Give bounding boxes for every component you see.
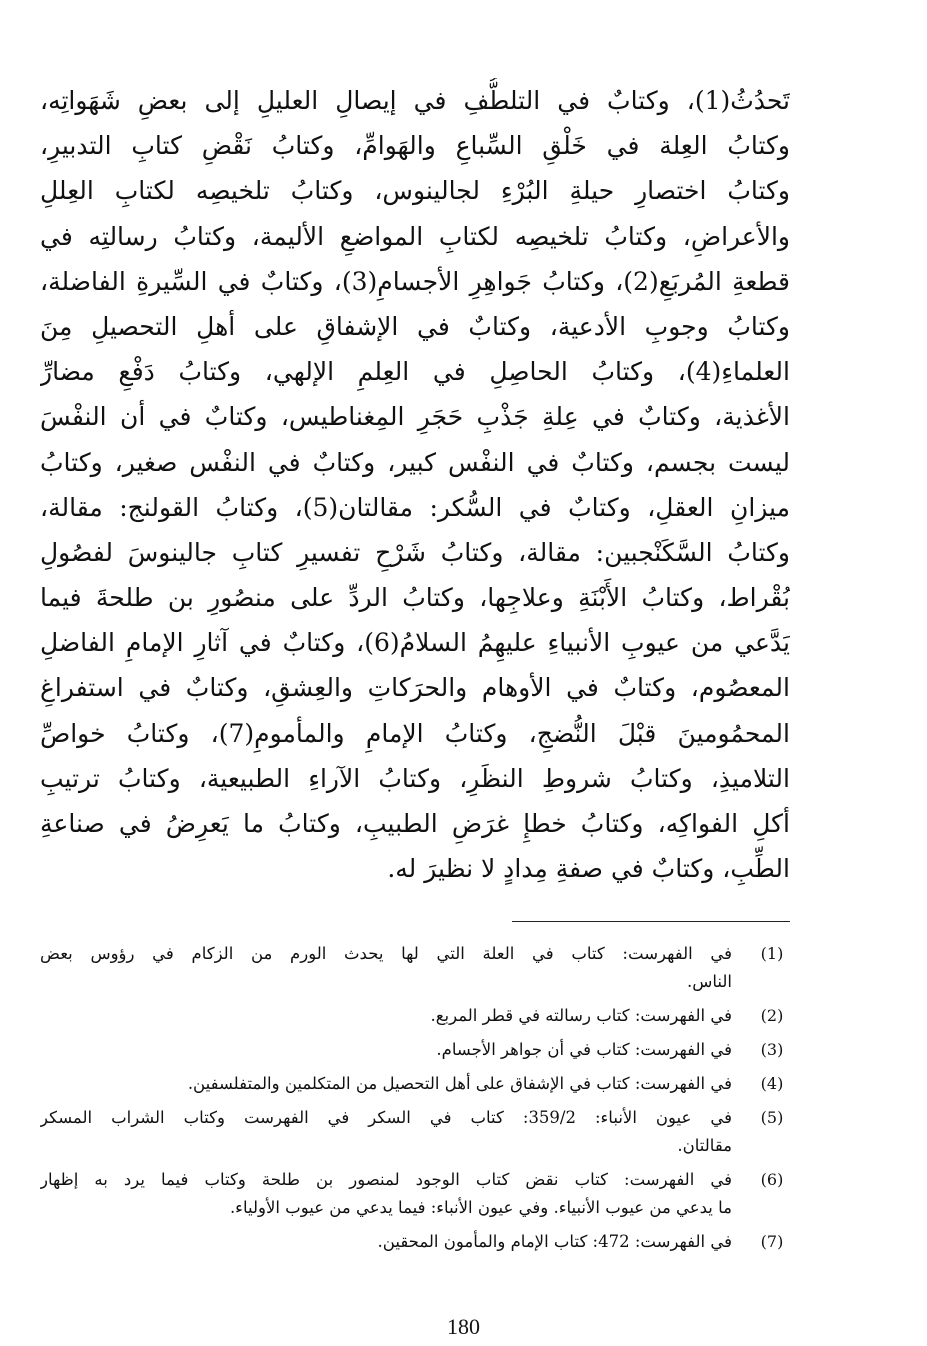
footnote-line: في الفهرست: كتاب في الإشفاق على أهل التحصيل من المتكلمين والمتفلسفين. — [187, 1074, 732, 1093]
body-line: ميزانِ العقلِ، وكتابٌ في السُّكر: مقالتان(5)، وكتابُ القولنج: مقالة، — [40, 492, 790, 522]
footnote — [40, 940, 792, 996]
footnote-separator — [512, 921, 790, 922]
footnote-line: مقالتان. — [677, 1136, 732, 1155]
body-line: الطِّبِ، وكتابٌ في صفةِ مِدادٍ لا نظيرَ له. — [387, 854, 790, 884]
body-line: المحمُومينَ قبْلَ النُّضجِ، وكتابُ الإمامِ والمأمومِ(7)، وكتابُ خواصِّ — [40, 718, 790, 748]
footnote-number: (2) — [760, 1006, 784, 1025]
body-line: وكتابُ العِلة في خَلْقِ السِّباعِ والهَوامِّ، وكتابُ نَقْضِ كتابِ التدبيرِ، — [40, 131, 790, 161]
footnote — [40, 1002, 792, 1030]
footnote — [40, 1070, 792, 1098]
footnote-number: (7) — [760, 1232, 784, 1251]
footnote — [40, 1166, 792, 1222]
body-line: وكتابُ اختصارِ حيلةِ البُرْءِ لجالينوس، وكتابُ تلخيصِه لكتابِ العِللِ — [40, 176, 790, 206]
footnote-line: في الفهرست: كتاب نقض كتاب الوجود لمنصور بن طلحة وكتاب فيما يرد به إظهار — [40, 1170, 732, 1189]
main-text-block — [40, 78, 790, 891]
footnote — [40, 1036, 792, 1064]
body-line: قطعةِ المُربَعِ(2)، وكتابُ جَواهِرِ الأجسامِ(3)، وكتابٌ في السِّيرةِ الفاضلة، — [40, 266, 790, 296]
footnote — [40, 1228, 792, 1256]
body-line: ليست بجسم، وكتابٌ في النفْس كبير، وكتابٌ في النفْس صغير، وكتابُ — [40, 447, 790, 477]
footnote-line: الناس. — [686, 972, 732, 991]
footnote-line: في عيون الأنباء: 359/2: كتاب في السكر في الفهرست وكتاب الشراب المسكر — [40, 1108, 732, 1127]
body-line: التلاميذِ، وكتابُ شروطِ النظَرِ، وكتابُ الآراءِ الطبيعية، وكتابُ ترتيبِ — [40, 763, 790, 793]
footnote — [40, 1104, 792, 1160]
body-line: تَحدُثُ(1)، وكتابٌ في التلطُّفِ في إيصالِ العليلِ إلى بعضِ شَهَواتِه، — [40, 86, 790, 115]
footnote-line: في الفهرست: كتاب رسالته في قطر المربع. — [430, 1006, 732, 1025]
body-line: أكلِ الفواكِه، وكتابُ خطإِ غرَضِ الطبيبِ، وكتابُ ما يَعرِضُ في صناعةِ — [40, 809, 790, 838]
footnote-number: (1) — [760, 944, 784, 963]
body-line: العلماءِ(4)، وكتابُ الحاصِلِ في العِلمِ الإلهي، وكتابُ دَفْعِ مضارِّ — [40, 357, 790, 387]
body-line: وكتابُ السَّكَنْجبين: مقالة، وكتابُ شَرْحِ تفسيرِ كتابِ جالينوسَ لفصُولِ — [40, 537, 790, 567]
body-line: المعصُوم، وكتابٌ في الأوهام والحرَكاتِ والعِشقِ، وكتابٌ في استفراغِ — [40, 673, 790, 703]
body-line: وكتابُ وجوبِ الأدعية، وكتابٌ في الإشفاقِ على أهلِ التحصيلِ مِنَ — [40, 311, 790, 341]
page-number: 180 — [447, 1314, 480, 1339]
footnote-number: (5) — [760, 1108, 784, 1127]
footnote-number: (4) — [760, 1074, 784, 1093]
footnote-number: (3) — [760, 1040, 784, 1059]
body-line: والأعراضِ، وكتابُ تلخيصِه لكتابِ المواضعِ الأليمة، وكتابُ رسالتِه في — [40, 221, 790, 251]
body-line: الأغذية، وكتابٌ في عِلةِ جَذْبِ حَجَرِ المِغناطيس، وكتابٌ في أن النفْسَ — [40, 402, 790, 432]
footnotes-block — [40, 940, 792, 1262]
footnote-number: (6) — [760, 1170, 784, 1189]
footnote-line: في الفهرست: كتاب في العلة التي لها يحدث الورم من الزكام في رؤوس بعض — [40, 944, 732, 963]
footnote-line: في الفهرست: 472: كتاب الإمام والمأمون المحقين. — [377, 1232, 732, 1251]
footnote-line: في الفهرست: كتاب في أن جواهر الأجسام. — [436, 1040, 732, 1059]
footnote-line: ما يدعي من عيوب الأنبياء. وفي عيون الأنباء: فيما يدعي من عيوب الأولياء. — [229, 1198, 732, 1217]
body-line: بُقْراط، وكتابُ الأَبْنَةِ وعلاجِها، وكتابُ الردِّ على منصُورِ بن طلحةَ فيما — [40, 583, 790, 613]
body-line: يَدَّعي من عيوبِ الأنبياءِ عليهِمُ السلامُ(6)، وكتابٌ في آثارِ الإمامِ الفاضلِ — [40, 628, 790, 658]
